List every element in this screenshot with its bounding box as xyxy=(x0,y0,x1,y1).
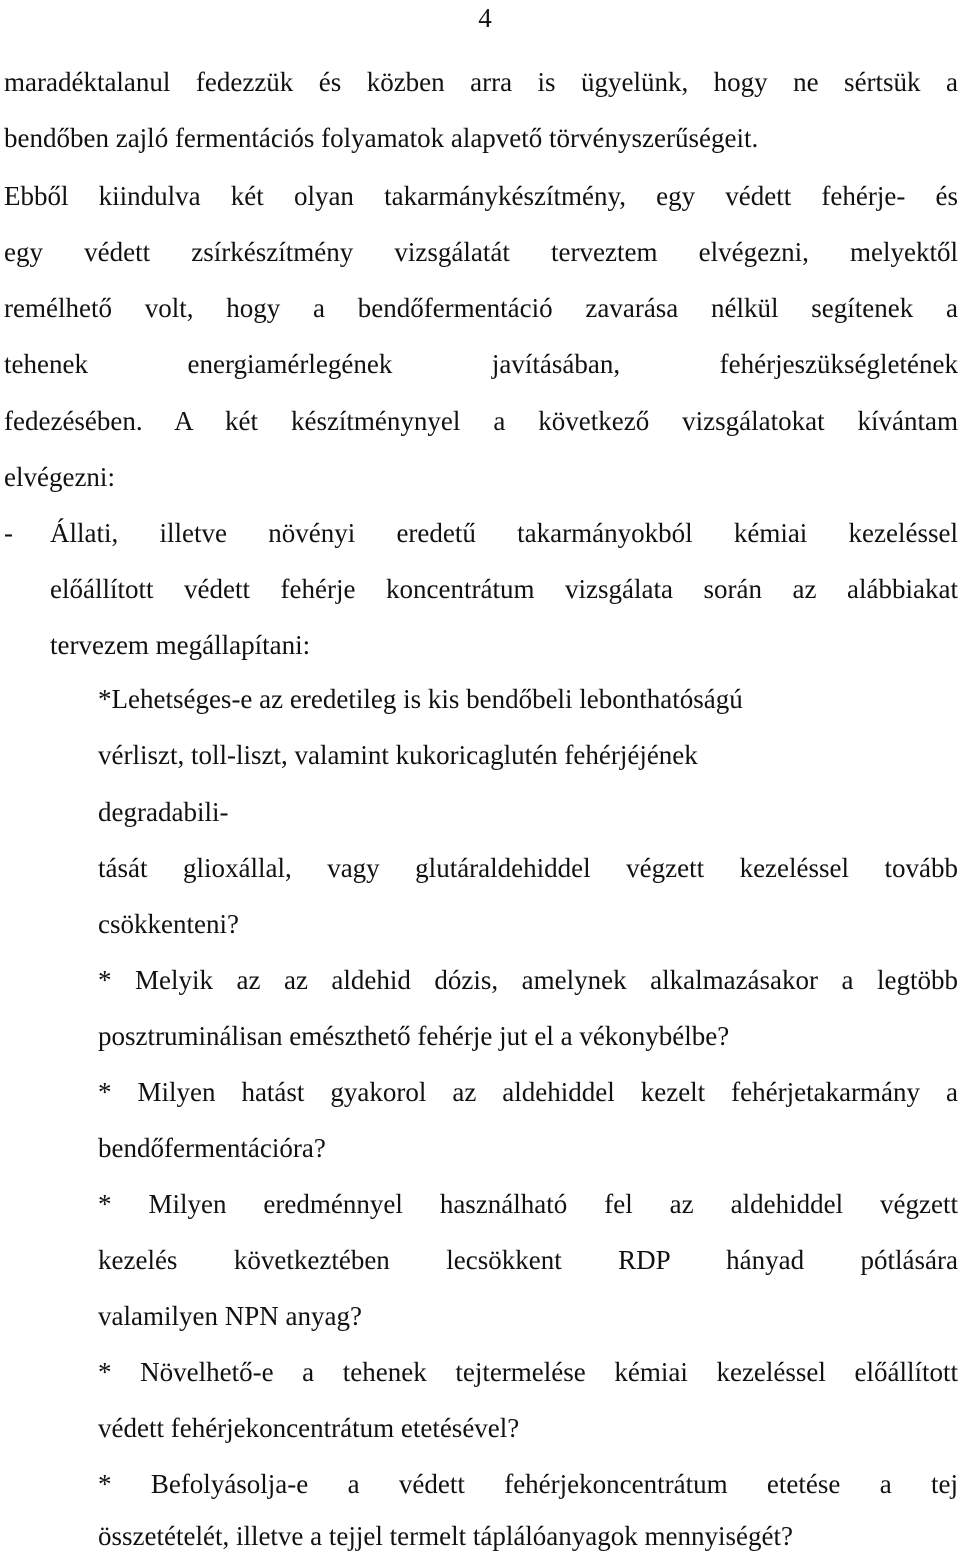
question-line: * Befolyásolja-e a védett fehérjekoncentrátum etetése a tej xyxy=(98,1469,958,1499)
text-line: tehenek energiamérlegének javításában, fehérjeszükségletének xyxy=(4,349,958,379)
text-line: elvégezni: xyxy=(4,462,115,492)
question-line: csökkenteni? xyxy=(98,909,239,939)
question-line: * Növelhető-e a tehenek tejtermelése kémiai kezeléssel előállított xyxy=(98,1357,958,1387)
question-line: vérliszt, toll-liszt, valamint kukoricaglutén fehérjéjének xyxy=(98,740,698,770)
question-line: kezelés következtében lecsökkent RDP hányad pótlására xyxy=(98,1245,958,1275)
question-line: * Milyen eredménnyel használható fel az aldehiddel végzett xyxy=(98,1189,958,1219)
question-line: összetételét, illetve a tejjel termelt táplálóanyagok mennyiségét? xyxy=(98,1521,793,1551)
question-line: * Melyik az az aldehid dózis, amelynek alkalmazásakor a legtöbb xyxy=(98,965,958,995)
question-line: valamilyen NPN anyag? xyxy=(98,1301,362,1331)
question-line: posztruminálisan emészthető fehérje jut el a vékonybélbe? xyxy=(98,1021,730,1051)
question-line: bendőfermentációra? xyxy=(98,1133,326,1163)
question-line: * Milyen hatást gyakorol az aldehiddel kezelt fehérjetakarmány a xyxy=(98,1077,958,1107)
text-line: egy védett zsírkészítmény vizsgálatát terveztem elvégezni, melyektől xyxy=(4,237,958,267)
text-line: tervezem megállapítani: xyxy=(50,630,311,660)
question-line: degradabili- xyxy=(98,797,229,827)
text-line: bendőben zajló fermentációs folyamatok alapvető törvényszerűségeit. xyxy=(4,123,759,153)
list-dash: - xyxy=(4,518,13,548)
text-line: Állati, illetve növényi eredetű takarmányokból kémiai kezeléssel xyxy=(50,518,958,548)
question-line: tását glioxállal, vagy glutáraldehiddel végzett kezeléssel tovább xyxy=(98,853,958,883)
page-number: 4 xyxy=(478,3,492,33)
text-line: remélhető volt, hogy a bendőfermentáció zavarása nélkül segítenek a xyxy=(4,293,958,323)
text-line: fedezésében. A két készítménynyel a következő vizsgálatokat kívántam xyxy=(4,406,958,436)
text-line: előállított védett fehérje koncentrátum vizsgálata során az alábbiakat xyxy=(50,574,958,604)
text-line: maradéktalanul fedezzük és közben arra is ügyelünk, hogy ne sértsük a xyxy=(4,67,958,97)
text-line: Ebből kiindulva két olyan takarmánykészítmény, egy védett fehérje- és xyxy=(4,181,958,211)
question-line: *Lehetséges-e az eredetileg is kis bendőbeli lebonthatóságú xyxy=(98,684,743,714)
question-line: védett fehérjekoncentrátum etetésével? xyxy=(98,1413,520,1443)
